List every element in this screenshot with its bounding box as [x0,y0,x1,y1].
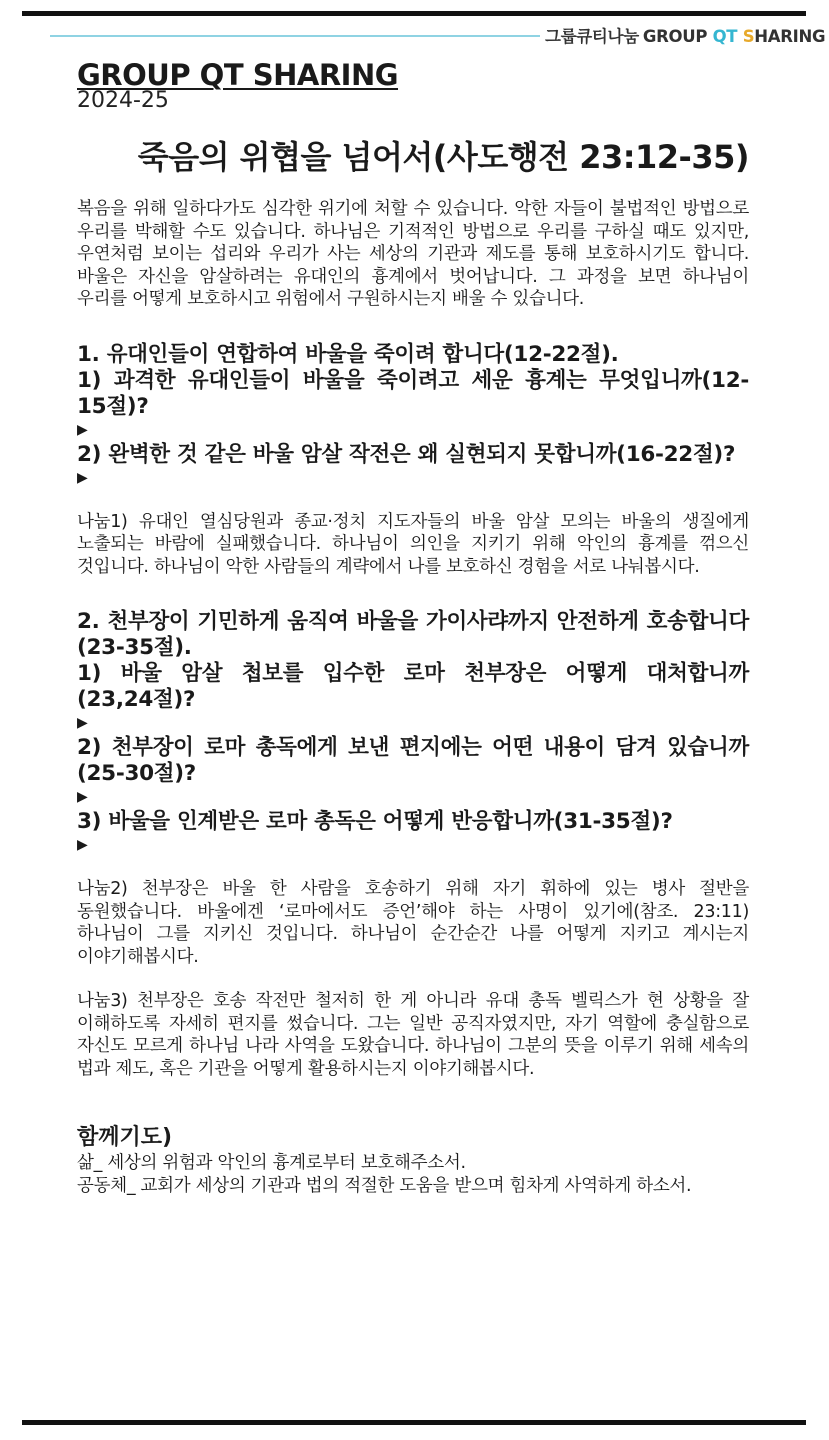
main-content [77,198,749,1197]
section2-heading: 2. 천부장이 기민하게 움직여 바울을 가이사랴까지 안전하게 호송합니다(23-35절). [77,609,749,660]
section2-question1: 1) 바울 암살 첩보를 입수한 로마 천부장은 어떻게 대처합니까(23,24절)? [77,661,749,712]
bottom-rule [22,1420,806,1425]
section1-question2: 2) 완벽한 것 같은 바울 암살 작전은 왜 실현되지 못합니까(16-22절)? [77,441,736,467]
sharing3-paragraph: 나눔3) 천부장은 호송 작전만 철저히 한 게 아니라 유대 총독 벨릭스가 현 상황을 잘 이해하도록 자세히 편지를 썼습니다. 그는 일반 공직자였지만, 자기 역할에 충실함으로 자신도 모르게 하나님 나라 사역을 도왔습니다. 하나님이 그분의 뜻을 이루기 위해 세속의 법과 제도, 혹은 기관을 어떻게 활용하시는지 이야기해봅시다. [77,991,749,1079]
brand-english-s: S [742,27,755,46]
brand-english-rest: HARING [754,27,826,46]
answer-arrow: ▶ [77,837,88,853]
brand-english-qt: QT [712,27,743,46]
section1-question1: 1) 과격한 유대인들이 바울을 죽이려고 세운 흉계는 무엇입니까(12-15절)? [77,367,749,419]
section2-question3: 3) 바울을 인계받은 로마 총독은 어떻게 반응합니까(31-35절)? [77,809,673,834]
section2-question2: 2) 천부장이 로마 총독에게 보낸 편지에는 어떤 내용이 담겨 있습니까(25-30절)? [77,735,749,786]
sharing2-paragraph: 나눔2) 천부장은 바울 한 사람을 호송하기 위해 자기 휘하에 있는 병사 절반을 동원했습니다. 바울에겐 ‘로마에서도 증언’해야 하는 사명이 있기에(참조. 23:11) 하나님이 그를 지키신 것입니다. 하나님이 순간순간 나를 어떻게 지키고 계시는지 이야기해봅시다. [77,879,749,967]
section1-heading: 1. 유대인들이 연합하여 바울을 죽이려 합니다(12-22절). [77,341,619,367]
brand-line [50,35,540,37]
top-rule [22,11,806,16]
prayer-community: 공동체_ 교회가 세상의 기관과 법의 적절한 도움을 받으며 힘차게 사역하게 하소서. [77,1175,692,1196]
brand-logo [545,23,825,47]
intro-paragraph: 복음을 위해 일하다가도 심각한 위기에 처할 수 있습니다. 악한 자들이 불법적인 방법으로 우리를 박해할 수도 있습니다. 하나님은 기적적인 방법으로 우리를 구하실 때도 있지만, 우연처럼 보이는 섭리와 우리가 사는 세상의 기관과 제도를 통해 보호하시기도 합니다. 바울은 자신을 암살하려는 유대인의 흉계에서 벗어납니다. 그 과정을 보면 하나님이 우리를 어떻게 보호하시고 위험에서 구원하시는지 배울 수 있습니다. [77,199,749,309]
answer-arrow: ▶ [77,789,88,805]
sharing1-paragraph: 나눔1) 유대인 열심당원과 종교·정치 지도자들의 바울 암살 모의는 바울의 생질에게 노출되는 바람에 실패했습니다. 하나님이 의인을 지키기 위해 악인의 흉계를 꺾으신 것입니다. 하나님이 악한 사람들의 계략에서 나를 보호하신 경험을 서로 나눠봅시다. [77,511,749,577]
prayer-life: 삶_ 세상의 위험과 악인의 흉계로부터 보호해주소서. [77,1153,466,1173]
answer-arrow: ▶ [77,421,88,438]
page-title: 죽음의 위협을 넘어서(사도행전 23:12-35) [137,138,749,176]
header-year: 2024-25 [77,88,169,113]
prayer-title: 함께기도) [77,1125,173,1150]
answer-arrow: ▶ [77,469,88,486]
brand-korean: 그룹큐티나눔 [545,27,639,46]
header-title: GROUP QT SHARING [77,58,399,92]
answer-arrow: ▶ [77,715,88,731]
brand-english-group: GROUP [642,27,713,46]
